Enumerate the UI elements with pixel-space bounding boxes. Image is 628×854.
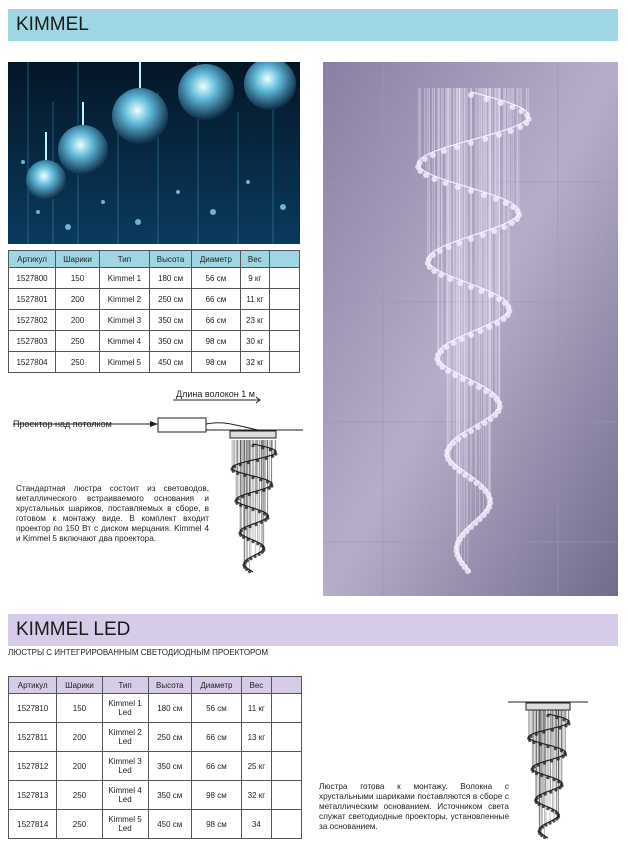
cell-blank xyxy=(272,752,302,781)
table-header-row xyxy=(9,251,300,268)
cell-diameter: 56 см xyxy=(192,694,242,723)
cell-weight: 25 кг xyxy=(241,752,271,781)
cell-height: 350 см xyxy=(149,310,191,331)
table-row xyxy=(9,289,300,310)
cell-balls: 250 xyxy=(57,781,102,810)
section-title-kimmel: KIMMEL xyxy=(8,9,618,41)
table-row xyxy=(9,310,300,331)
cell-blank xyxy=(272,723,302,752)
cell-diameter: 98 см xyxy=(192,810,242,839)
cell-blank xyxy=(272,810,302,839)
cell-diameter: 98 см xyxy=(192,331,240,352)
cell-balls: 200 xyxy=(57,752,102,781)
cell-blank xyxy=(270,331,300,352)
cell-type: Kimmel 2 xyxy=(99,289,149,310)
cell-type: Kimmel 5 xyxy=(99,352,149,373)
cell-height: 350 см xyxy=(148,781,192,810)
table-row xyxy=(9,694,302,723)
kimmel-led-description: Люстра готова к монтажу. Волокна с хрустальными шариками поставляются в сборе с металлическим основанием. Источником света служат светодиодные проекторы, установленные за основанием. xyxy=(319,782,509,831)
cell-diameter: 66 см xyxy=(192,310,240,331)
header-type: Тип xyxy=(102,677,148,694)
installation-diagram xyxy=(8,382,308,582)
projector-label: Проектор над потолком xyxy=(13,419,112,429)
header-height: Высота xyxy=(148,677,192,694)
cell-diameter: 66 см xyxy=(192,752,242,781)
cell-height: 180 см xyxy=(148,694,192,723)
spiral-chandelier-photo xyxy=(323,62,618,596)
cell-weight: 34 xyxy=(241,810,271,839)
cell-weight: 23 кг xyxy=(240,310,269,331)
cell-article: 1527813 xyxy=(9,781,57,810)
cell-article: 1527802 xyxy=(9,310,56,331)
cell-type: Kimmel 4 Led xyxy=(102,781,148,810)
cell-balls: 200 xyxy=(57,723,102,752)
cell-article: 1527801 xyxy=(9,289,56,310)
cell-height: 250 см xyxy=(148,723,192,752)
kimmel-led-subtitle: ЛЮСТРЫ С ИНТЕГРИРОВАННЫМ СВЕТОДИОДНЫМ ПРОЕКТОРОМ xyxy=(8,648,269,657)
header-balls: Шарики xyxy=(57,677,102,694)
cell-balls: 200 xyxy=(56,310,100,331)
kimmel-spec-table xyxy=(8,250,300,373)
cell-weight: 32 кг xyxy=(241,781,271,810)
header-weight: Вес xyxy=(240,251,269,268)
cell-weight: 13 кг xyxy=(241,723,271,752)
cell-blank xyxy=(270,268,300,289)
cell-diameter: 66 см xyxy=(192,723,242,752)
cell-blank xyxy=(272,694,302,723)
cell-type: Kimmel 5 Led xyxy=(102,810,148,839)
cell-article: 1527800 xyxy=(9,268,56,289)
cell-balls: 150 xyxy=(57,694,102,723)
table-row xyxy=(9,268,300,289)
table-row xyxy=(9,752,302,781)
cell-balls: 250 xyxy=(56,352,100,373)
cell-article: 1527812 xyxy=(9,752,57,781)
table-row xyxy=(9,723,302,752)
table-row xyxy=(9,352,300,373)
kimmel-led-spec-table xyxy=(8,676,302,839)
header-blank xyxy=(270,251,300,268)
header-article: Артикул xyxy=(9,251,56,268)
led-chandelier-diagram xyxy=(508,700,588,845)
cell-diameter: 98 см xyxy=(192,781,242,810)
cell-balls: 250 xyxy=(56,331,100,352)
cell-article: 1527814 xyxy=(9,810,57,839)
header-diameter: Диаметр xyxy=(192,677,242,694)
cell-blank xyxy=(272,781,302,810)
cell-diameter: 98 см xyxy=(192,352,240,373)
cell-diameter: 56 см xyxy=(192,268,240,289)
cell-weight: 11 кг xyxy=(240,289,269,310)
header-type: Тип xyxy=(99,251,149,268)
cell-type: Kimmel 3 Led xyxy=(102,752,148,781)
header-diameter: Диаметр xyxy=(192,251,240,268)
section-title-kimmel-led: KIMMEL LED xyxy=(8,614,618,646)
table-row xyxy=(9,781,302,810)
cell-article: 1527804 xyxy=(9,352,56,373)
cell-type: Kimmel 2 Led xyxy=(102,723,148,752)
table-row xyxy=(9,331,300,352)
cell-height: 250 см xyxy=(149,289,191,310)
cell-article: 1527803 xyxy=(9,331,56,352)
cell-height: 450 см xyxy=(149,352,191,373)
cell-blank xyxy=(270,310,300,331)
cell-type: Kimmel 1 Led xyxy=(102,694,148,723)
cell-type: Kimmel 1 xyxy=(99,268,149,289)
cell-type: Kimmel 3 xyxy=(99,310,149,331)
cell-weight: 30 кг xyxy=(240,331,269,352)
cell-height: 450 см xyxy=(148,810,192,839)
kimmel-description: Стандартная люстра состоит из световодов, металлического встраиваемого основания и хрустальных шариков, поставляемых в сборе, в готовом к монтажу виде. В комплект входит проектор по 150 Вт с диском мерцания. Kimmel 4 и Kimmel 5 включают два проектора. xyxy=(16,484,209,543)
cell-balls: 150 xyxy=(56,268,100,289)
cell-weight: 11 кг xyxy=(241,694,271,723)
cell-height: 180 см xyxy=(149,268,191,289)
cell-balls: 200 xyxy=(56,289,100,310)
cell-height: 350 см xyxy=(149,331,191,352)
cell-weight: 9 кг xyxy=(240,268,269,289)
cell-height: 350 см xyxy=(148,752,192,781)
crystal-balls-photo xyxy=(8,62,300,244)
cell-article: 1527811 xyxy=(9,723,57,752)
table-row xyxy=(9,810,302,839)
header-article: Артикул xyxy=(9,677,57,694)
cell-article: 1527810 xyxy=(9,694,57,723)
fiber-length-label: Длина волокон 1 м xyxy=(176,389,255,399)
cell-diameter: 66 см xyxy=(192,289,240,310)
header-balls: Шарики xyxy=(56,251,100,268)
cell-weight: 32 кг xyxy=(240,352,269,373)
cell-balls: 250 xyxy=(57,810,102,839)
cell-type: Kimmel 4 xyxy=(99,331,149,352)
table-header-row xyxy=(9,677,302,694)
cell-blank xyxy=(270,352,300,373)
header-blank xyxy=(272,677,302,694)
cell-blank xyxy=(270,289,300,310)
header-height: Высота xyxy=(149,251,191,268)
header-weight: Вес xyxy=(241,677,271,694)
